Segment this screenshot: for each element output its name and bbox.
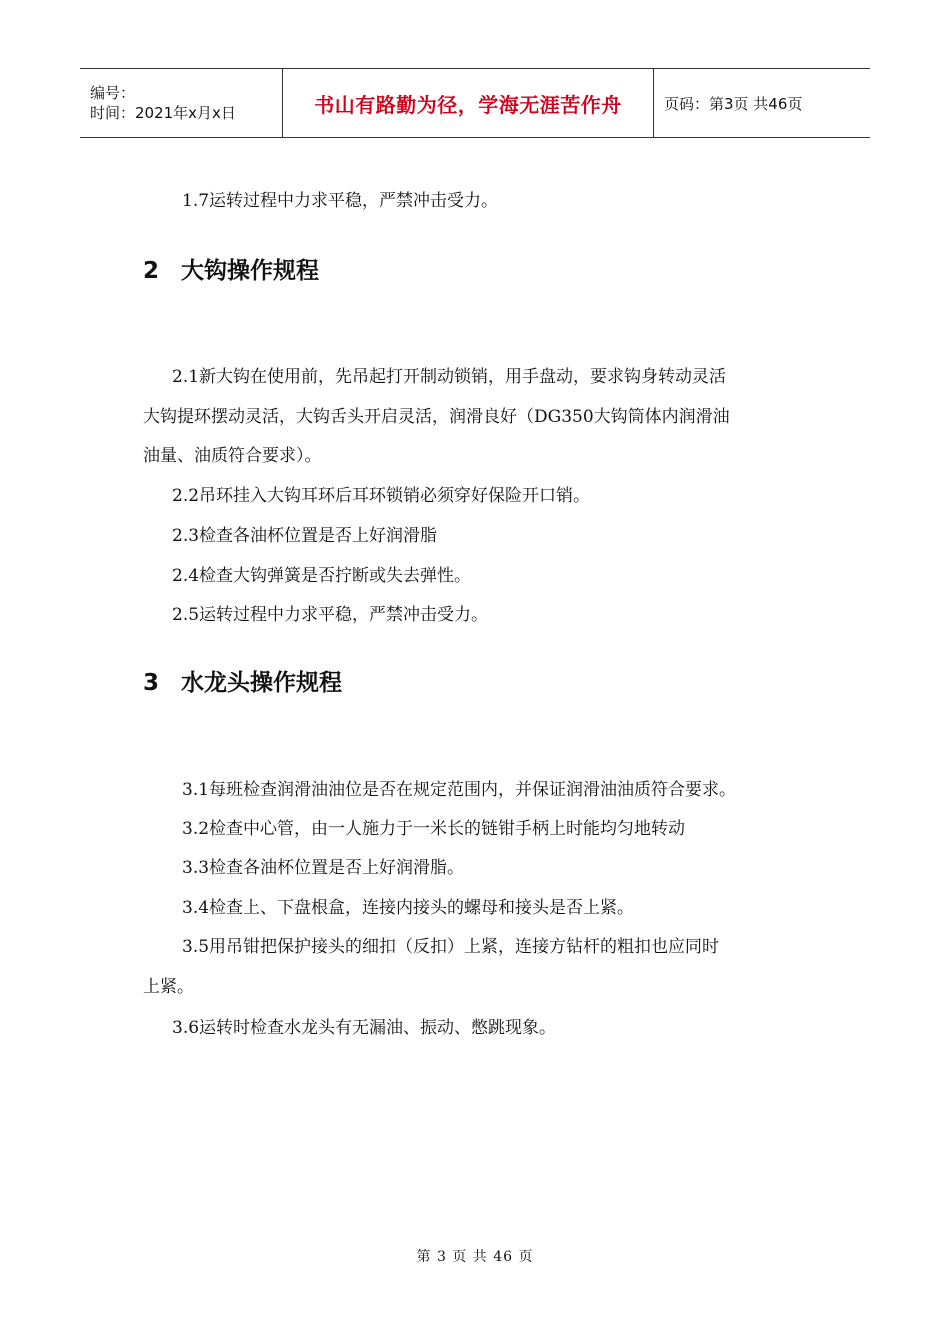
page-header: [80, 68, 870, 138]
paragraph-3-3: 3.3检查各油杯位置是否上好润滑脂。: [182, 858, 465, 878]
section-3-title: 水龙头操作规程: [181, 670, 342, 696]
paragraph-3-5-cont: 上紧。: [143, 977, 194, 997]
paragraph-1-7: 1.7运转过程中力求平稳，严禁冲击受力。: [182, 191, 499, 211]
paragraph-2-4: 2.4检查大钩弹簧是否拧断或失去弹性。: [172, 566, 472, 586]
header-time-label: 时间：2021年x月x日: [90, 104, 236, 122]
paragraph-2-1-cont: 油量、油质符合要求）。: [143, 446, 322, 466]
paragraph-3-1: 3.1每班检查润滑油油位是否在规定范围内，并保证润滑油油质符合要求。: [182, 780, 737, 800]
paragraph-3-2: 3.2检查中心管，由一人施力于一米长的链钳手柄上时能均匀地转动: [182, 819, 686, 839]
header-number-label: 编号：: [90, 84, 136, 102]
paragraph-3-5: 3.5用吊钳把保护接头的细扣（反扣）上紧，连接方钻杆的粗扣也应同时: [182, 937, 720, 957]
section-2-number: 2: [143, 258, 160, 284]
paragraph-3-4: 3.4检查上、下盘根盒，连接内接头的螺母和接头是否上紧。: [182, 898, 635, 918]
paragraph-3-6: 3.6运转时检查水龙头有无漏油、振动、憋跳现象。: [172, 1018, 557, 1038]
section-2-title: 大钩操作规程: [181, 258, 319, 284]
paragraph-2-3: 2.3检查各油杯位置是否上好润滑脂: [172, 526, 438, 546]
paragraph-2-1-cont: 大钩提环摆动灵活，大钩舌头开启灵活，润滑良好（DG350大钩筒体内润滑油: [143, 407, 730, 427]
header-page-info: 页码：第3页 共46页: [664, 94, 803, 113]
page-footer: 第 3 页 共 46 页: [416, 1249, 534, 1265]
header-page-cell: [654, 69, 870, 137]
paragraph-2-5: 2.5运转过程中力求平稳，严禁冲击受力。: [172, 605, 489, 625]
header-meta: [80, 69, 282, 137]
section-2-heading: [143, 252, 319, 285]
header-motto-cell: [282, 69, 654, 137]
header-motto: 书山有路勤为径，学海无涯苦作舟: [314, 92, 622, 117]
section-3-number: 3: [143, 670, 160, 696]
paragraph-2-1: 2.1新大钩在使用前，先吊起打开制动锁销，用手盘动，要求钩身转动灵活: [172, 367, 727, 387]
paragraph-2-2: 2.2吊环挂入大钩耳环后耳环锁销必须穿好保险开口销。: [172, 486, 591, 506]
section-3-heading: [143, 664, 342, 697]
